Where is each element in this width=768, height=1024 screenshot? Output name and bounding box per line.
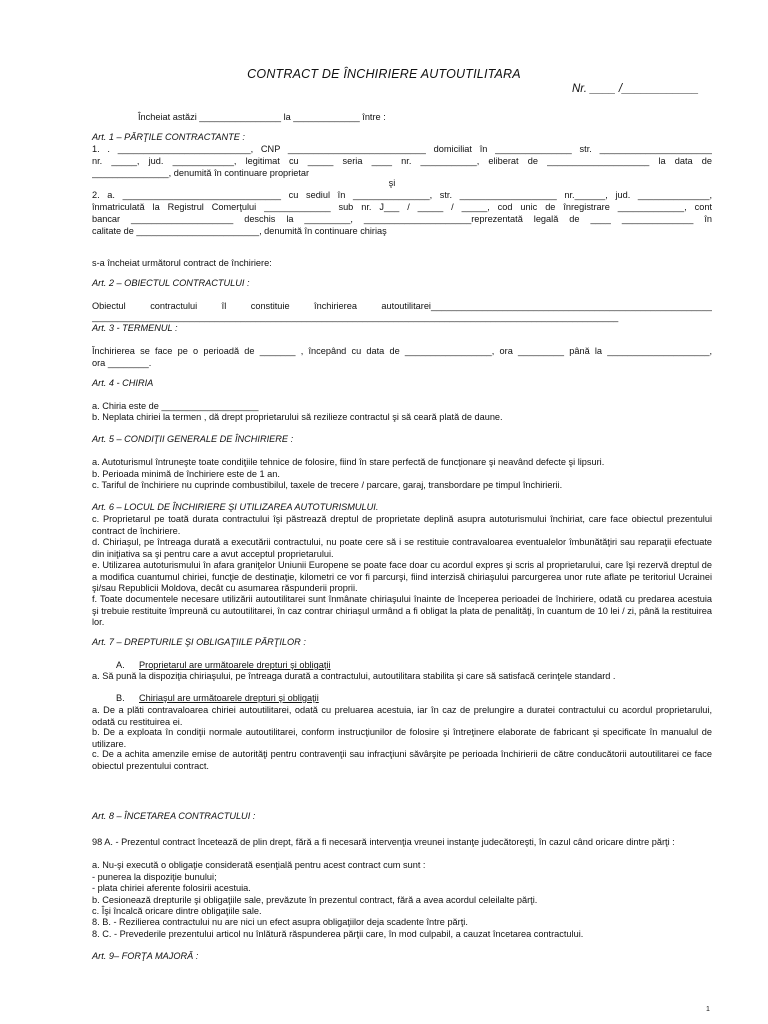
art1-line7: calitate de ________________________, denumită în continuare chiriaş	[92, 226, 387, 236]
art1-line5: înmatriculată la Registrul Comerţului _____________ sub nr. J___ / _____ / _____, cod unic de înregistrare _____________, cont	[92, 202, 712, 212]
art7-A-a: a. Să pună la dispoziţia chiriaşului, pe întreaga durată a contractului, autoutilitara stabilita şi care să satisfacă cerinţele standard .	[92, 671, 616, 681]
art5-b: b. Perioada minimă de închiriere este de 1 an.	[92, 469, 280, 479]
art8-a3: - plata chiriei aferente folosirii acestuia.	[92, 883, 251, 893]
art2-line2: _______________________________________________________________________________________________________	[92, 312, 619, 322]
art8-b: b. Cesionează drepturile şi obligaţiile sale, prevăzute în prezentul contract, fără a avea acordul celeilalte părţi.	[92, 895, 538, 905]
art6-heading: Art. 6 – LOCUL DE ÎNCHIRIERE ŞI UTILIZAREA AUTOTURISMULUI.	[92, 502, 379, 512]
art7-A-label: A.	[116, 660, 125, 670]
art4-a: a. Chiria este de ___________________	[92, 401, 259, 411]
art3-line2: ora ________.	[92, 358, 152, 368]
art7-heading: Art. 7 – DREPTURILE ŞI OBLIGAŢIILE PĂRŢILOR :	[92, 637, 306, 647]
concluded-line: s-a încheiat următorul contract de închiriere:	[92, 258, 272, 268]
art6-c: c. Proprietarul pe toată durata contractului îşi păstrează dreptul de proprietate deplină asupra autoturismului închiriat, care face obiectul prezentului contract de închiriere.	[92, 514, 712, 536]
art5-a: a. Autoturismul întruneşte toate condiţiile tehnice de folosire, fiind în stare perfectă de funcţionare şi neavând defecte şi lipsuri.	[92, 457, 605, 467]
art7-B-b: b. De a exploata în condiţii normale autoutilitarei, conform instrucţiunilor de folosire şi întreţinere elaborate de fabricant şi specificate în manualul de utilizare.	[92, 727, 712, 749]
art9-heading: Art. 9– FORŢA MAJORĂ :	[92, 951, 199, 961]
contract-number: Nr. ____ /____________	[572, 83, 699, 95]
page-number: 1	[706, 1006, 710, 1013]
art7-A-title: Proprietarul are următoarele drepturi şi obligaţii	[139, 660, 331, 670]
art8-a: 98 A. - Prezentul contract încetează de plin drept, fără a fi necesară intervenţia vreunei instanţe judecătoreşti, în cazul când oricare dintre părţi :	[92, 837, 675, 847]
art7-B-a: a. De a plăti contravaloarea chiriei autoutilitarei, odată cu preluarea acestuia, iar în caz de prelungire a duratei contractului cu acordul proprietarului, odată cu restituirea ei.	[92, 705, 712, 727]
art3-line1: Închirierea se face pe o perioadă de _______ , începând cu data de _________________, ora _________ până la ____________________,	[92, 346, 712, 356]
art8-c: c. Îşi încalcă oricare dintre obligaţiile sale.	[92, 906, 262, 916]
art1-line3: _______________, denumită în continuare proprietar	[92, 168, 310, 178]
document-title: CONTRACT DE ÎNCHIRIERE AUTOUTILITARA	[247, 67, 521, 81]
art3-heading: Art. 3 - TERMENUL :	[92, 323, 178, 333]
art7-B-title: Chiriaşul are următoarele drepturi şi obligaţii	[139, 693, 319, 703]
art6-d: d. Chiriaşul, pe întreaga durată a executării contractului, nu poate cere să i se restituie contravaloarea eventualelor îmbunătăţiri sau reparaţii efectuate din iniţiativa sa şi pentru care a avut acceptul proprietarului.	[92, 537, 712, 559]
art2-line1: Obiectul contractului îl constituie închirierea autoutilitarei_______________________________________________________	[92, 301, 712, 311]
art8-C: 8. C. - Prevederile prezentului articol nu înlătură răspunderea părţii care, în mod culpabil, a cauzat încetarea contractului.	[92, 929, 584, 939]
art1-line1: 1. . __________________________, CNP ___________________________ domiciliat în _______________ str. ______________________	[92, 144, 712, 154]
art4-heading: Art. 4 - CHIRIA	[92, 378, 154, 388]
art8-heading: Art. 8 – ÎNCETAREA CONTRACTULUI :	[92, 811, 256, 821]
art1-line6: bancar ____________________ deschis la _________, _____________________reprezentată legală de ____ ______________ în	[92, 214, 712, 224]
art5-c: c. Tariful de închiriere nu cuprinde combustibilul, taxele de trecere / parcare, garaj, transbordare pe timpul închirierii.	[92, 480, 563, 490]
art5-heading: Art. 5 – CONDIŢII GENERALE DE ÎNCHIRIERE :	[92, 434, 294, 444]
art2-heading: Art. 2 – OBIECTUL CONTRACTULUI :	[92, 278, 250, 288]
art6-f: f. Toate documentele necesare utilizării autoutilitarei sunt înmânate chiriaşului înainte de începerea perioadei de închiriere, odată cu predarea acestuia şi trebuie restituite împreună cu autoutilitarei, în caz contrar chiriaşul urmând a fi obligat la plata de penalităţi, în cuantum de 10 lei / zi, până la restituirea lor.	[92, 594, 712, 628]
art1-heading: Art. 1 – PĂRŢILE CONTRACTANTE :	[92, 132, 245, 142]
art4-b: b. Neplata chiriei la termen , dă drept proprietarului să rezilieze contractul şi să ceară plată de daune.	[92, 412, 503, 422]
intro-line: Încheiat astăzi ________________ la _____________ între :	[138, 112, 386, 122]
art7-B-label: B.	[116, 693, 125, 703]
art8-a2: - punerea la dispoziţie bunului;	[92, 872, 217, 882]
art8-a1: a. Nu-şi execută o obligaţie considerată esenţială pentru acest contract cum sunt :	[92, 860, 426, 870]
art6-e: e. Utilizarea autoturismului în afara graniţelor Uniunii Europene se poate face doar cu acordul expres şi scris al proprietarului, care îşi rezervă dreptul de a modifica cuantumul chiriei, funcţie de destinaţie, kilometri ce vor fi parcurşi, fiind interzisă chiriaşului parcurgerea unor rute aflate pe teritoriul Ucrainei şi/sau Republicii Moldova, decât cu asumarea răspunderii proprii.	[92, 560, 712, 594]
art7-B-c: c. De a achita amenzile emise de autorităţi pentru contravenţii sau infracţiuni săvârşite pe perioada închirierii de către conducătorii autoutilitarei ce face obiectul prezentului contract.	[92, 749, 712, 771]
art1-line2: nr. _____, jud. ____________, legitimat cu _____ seria ____ nr. ___________, eliberat de ____________________ la data de	[92, 156, 712, 166]
art1-and: şi	[388, 178, 396, 188]
art1-line4: 2. a. _______________________________ cu sediul în _______________, str. ___________________ nr.______, jud. ______________,	[92, 190, 712, 200]
art8-B: 8. B. - Rezilierea contractului nu are nici un efect asupra obligaţiilor deja scadente între părţi.	[92, 917, 468, 927]
